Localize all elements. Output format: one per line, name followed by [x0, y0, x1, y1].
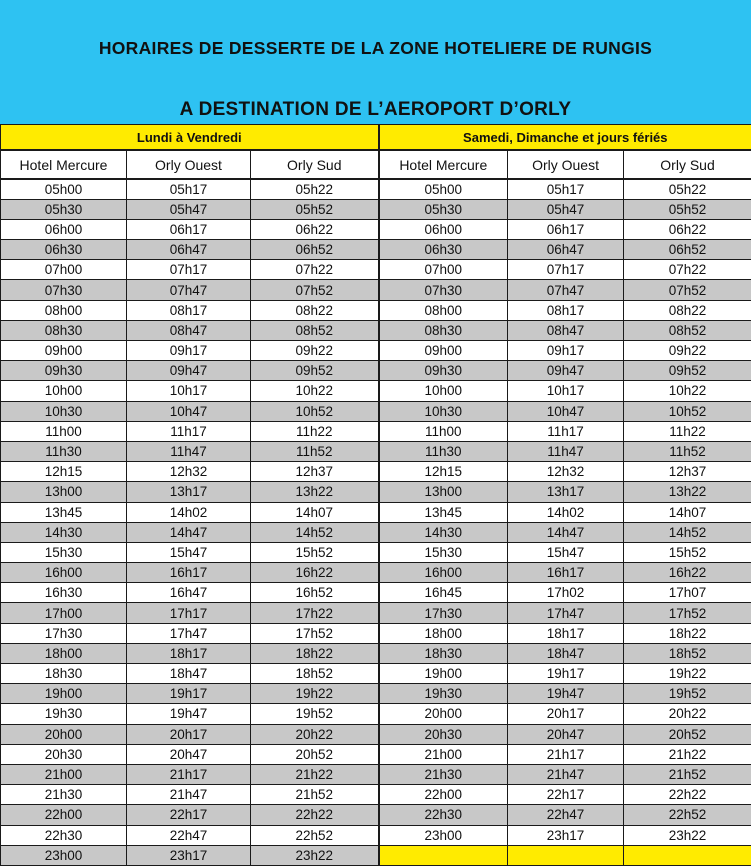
- table-cell: 07h22: [251, 260, 379, 280]
- table-cell: 08h17: [508, 300, 624, 320]
- table-cell: 06h00: [1, 219, 127, 239]
- table-cell: 08h47: [127, 320, 251, 340]
- table-cell: 18h00: [1, 643, 127, 663]
- table-cell: 14h52: [624, 522, 751, 542]
- col-header-orly-sud: Orly Sud: [624, 150, 751, 179]
- table-cell: 19h22: [624, 664, 751, 684]
- table-cell: 21h17: [508, 744, 624, 764]
- table-row: [1, 603, 751, 623]
- table-row: [1, 300, 751, 320]
- table-cell: 08h00: [1, 300, 127, 320]
- table-cell: 05h00: [379, 179, 508, 199]
- table-row: [1, 341, 751, 361]
- table-cell: 05h47: [508, 199, 624, 219]
- table-cell: 18h52: [251, 664, 379, 684]
- table-cell: 15h47: [127, 542, 251, 562]
- table-cell: 05h52: [251, 199, 379, 219]
- table-cell: 10h30: [379, 401, 508, 421]
- table-cell: 07h30: [1, 280, 127, 300]
- table-cell: 07h52: [251, 280, 379, 300]
- table-cell: 16h00: [379, 563, 508, 583]
- table-cell: 20h22: [251, 724, 379, 744]
- table-cell: 05h52: [624, 199, 751, 219]
- table-cell: 14h30: [379, 522, 508, 542]
- table-cell: 21h30: [1, 785, 127, 805]
- table-cell: 11h52: [251, 441, 379, 461]
- table-cell: 22h22: [251, 805, 379, 825]
- table-cell: 18h22: [624, 623, 751, 643]
- table-cell: 06h47: [127, 240, 251, 260]
- table-cell: 16h17: [127, 563, 251, 583]
- table-row: [1, 381, 751, 401]
- col-header-orly-ouest: Orly Ouest: [127, 150, 251, 179]
- table-cell: 19h17: [508, 664, 624, 684]
- table-cell: 16h30: [1, 583, 127, 603]
- col-header-orly-ouest: Orly Ouest: [508, 150, 624, 179]
- table-cell: 05h17: [508, 179, 624, 199]
- table-cell: 18h17: [127, 643, 251, 663]
- table-cell: 20h17: [508, 704, 624, 724]
- table-cell: 22h30: [379, 805, 508, 825]
- table-cell: 18h47: [127, 664, 251, 684]
- table-cell: 10h00: [1, 381, 127, 401]
- table-cell: 07h17: [127, 260, 251, 280]
- table-cell: 15h52: [624, 542, 751, 562]
- table-cell: 19h30: [379, 684, 508, 704]
- table-cell: 14h07: [624, 502, 751, 522]
- table-cell: 12h32: [508, 462, 624, 482]
- table-cell: 09h52: [251, 361, 379, 381]
- table-row: [1, 280, 751, 300]
- table-cell: 21h22: [624, 744, 751, 764]
- table-cell: 19h00: [379, 664, 508, 684]
- table-row: [1, 462, 751, 482]
- table-cell: 22h47: [508, 805, 624, 825]
- table-cell: 17h22: [251, 603, 379, 623]
- table-cell: 05h30: [1, 199, 127, 219]
- table-cell: 19h52: [624, 684, 751, 704]
- table-cell: 06h17: [127, 219, 251, 239]
- table-cell: 23h22: [251, 845, 379, 865]
- table-cell: 22h30: [1, 825, 127, 845]
- group-weekdays: Lundi à Vendredi: [1, 125, 379, 151]
- table-cell: 10h47: [127, 401, 251, 421]
- table-row: [1, 522, 751, 542]
- table-cell: 17h02: [508, 583, 624, 603]
- table-cell: 08h52: [251, 320, 379, 340]
- table-cell: 09h52: [624, 361, 751, 381]
- table-cell: 10h22: [251, 381, 379, 401]
- table-cell: 16h45: [379, 583, 508, 603]
- table-cell: 13h45: [1, 502, 127, 522]
- table-cell: 11h00: [379, 421, 508, 441]
- table-cell: 14h47: [127, 522, 251, 542]
- table-cell: 20h22: [624, 704, 751, 724]
- table-cell: 17h30: [1, 623, 127, 643]
- table-cell: 20h00: [1, 724, 127, 744]
- table-cell: 11h22: [251, 421, 379, 441]
- table-cell: 10h52: [251, 401, 379, 421]
- table-row: [1, 542, 751, 562]
- table-row: [1, 441, 751, 461]
- table-cell: 21h52: [624, 764, 751, 784]
- table-cell: 11h17: [127, 421, 251, 441]
- table-row: [1, 805, 751, 825]
- table-cell: 05h00: [1, 179, 127, 199]
- table-cell: 17h52: [251, 623, 379, 643]
- table-cell: 17h30: [379, 603, 508, 623]
- table-cell: 10h30: [1, 401, 127, 421]
- table-cell: 12h37: [251, 462, 379, 482]
- table-cell: 05h30: [379, 199, 508, 219]
- table-cell: 06h22: [251, 219, 379, 239]
- table-cell: 17h17: [127, 603, 251, 623]
- table-cell: 22h52: [251, 825, 379, 845]
- table-cell: 05h22: [251, 179, 379, 199]
- table-row: [1, 764, 751, 784]
- table-cell: 09h30: [379, 361, 508, 381]
- column-header-row: [1, 150, 751, 179]
- table-cell: 11h52: [624, 441, 751, 461]
- table-cell: 23h00: [1, 845, 127, 865]
- table-cell: 11h47: [127, 441, 251, 461]
- table-cell: 10h52: [624, 401, 751, 421]
- table-cell: 09h00: [379, 341, 508, 361]
- table-cell: 19h30: [1, 704, 127, 724]
- table-cell: 07h47: [508, 280, 624, 300]
- table-cell: 07h00: [1, 260, 127, 280]
- table-cell: 19h47: [127, 704, 251, 724]
- table-cell: 17h47: [127, 623, 251, 643]
- table-row: [1, 785, 751, 805]
- table-cell: [508, 845, 624, 865]
- table-cell: 13h00: [379, 482, 508, 502]
- table-row: [1, 563, 751, 583]
- table-row: [1, 240, 751, 260]
- table-cell: 13h45: [379, 502, 508, 522]
- table-cell: 13h17: [127, 482, 251, 502]
- table-cell: 13h17: [508, 482, 624, 502]
- table-cell: 10h17: [508, 381, 624, 401]
- table-cell: 21h17: [127, 764, 251, 784]
- page-title: HORAIRES DE DESSERTE DE LA ZONE HOTELIERE DE RUNGIS: [0, 38, 751, 59]
- table-cell: 14h47: [508, 522, 624, 542]
- group-weekend-holidays: Samedi, Dimanche et jours fériés: [379, 125, 751, 151]
- table-cell: 09h00: [1, 341, 127, 361]
- table-cell: 18h17: [508, 623, 624, 643]
- table-cell: 13h00: [1, 482, 127, 502]
- table-cell: 20h47: [127, 744, 251, 764]
- table-cell: 05h17: [127, 179, 251, 199]
- table-cell: 20h30: [379, 724, 508, 744]
- schedule-table: [0, 124, 751, 866]
- table-cell: 16h47: [127, 583, 251, 603]
- table-cell: 20h17: [127, 724, 251, 744]
- table-row: [1, 704, 751, 724]
- table-cell: 14h52: [251, 522, 379, 542]
- table-cell: 08h00: [379, 300, 508, 320]
- table-cell: 15h30: [379, 542, 508, 562]
- col-header-hotel-mercure: Hotel Mercure: [1, 150, 127, 179]
- table-cell: 23h00: [379, 825, 508, 845]
- table-cell: 13h22: [624, 482, 751, 502]
- table-cell: 16h22: [251, 563, 379, 583]
- table-cell: 13h22: [251, 482, 379, 502]
- table-row: [1, 199, 751, 219]
- table-cell: 06h30: [379, 240, 508, 260]
- table-row: [1, 643, 751, 663]
- table-cell: 09h22: [624, 341, 751, 361]
- table-cell: 21h47: [508, 764, 624, 784]
- table-cell: 08h22: [251, 300, 379, 320]
- table-row: [1, 502, 751, 522]
- table-row: [1, 664, 751, 684]
- table-cell: 12h37: [624, 462, 751, 482]
- table-cell: 10h47: [508, 401, 624, 421]
- table-cell: 22h47: [127, 825, 251, 845]
- table-cell: 20h00: [379, 704, 508, 724]
- table-cell: 10h22: [624, 381, 751, 401]
- table-cell: 06h52: [251, 240, 379, 260]
- table-cell: 20h47: [508, 724, 624, 744]
- table-row: [1, 260, 751, 280]
- table-cell: 06h17: [508, 219, 624, 239]
- table-cell: 14h02: [127, 502, 251, 522]
- table-cell: 17h47: [508, 603, 624, 623]
- table-cell: 14h02: [508, 502, 624, 522]
- table-row: [1, 421, 751, 441]
- table-cell: 18h30: [1, 664, 127, 684]
- table-cell: 19h00: [1, 684, 127, 704]
- table-cell: 17h52: [624, 603, 751, 623]
- table-cell: 09h30: [1, 361, 127, 381]
- table-cell: 19h52: [251, 704, 379, 724]
- table-cell: 05h47: [127, 199, 251, 219]
- table-cell: 16h17: [508, 563, 624, 583]
- table-cell: [379, 845, 508, 865]
- table-cell: 18h52: [624, 643, 751, 663]
- table-cell: 22h17: [508, 785, 624, 805]
- table-cell: 18h30: [379, 643, 508, 663]
- table-cell: 16h00: [1, 563, 127, 583]
- table-cell: 19h17: [127, 684, 251, 704]
- table-cell: 06h00: [379, 219, 508, 239]
- table-cell: 11h30: [1, 441, 127, 461]
- table-cell: 11h17: [508, 421, 624, 441]
- table-cell: 07h17: [508, 260, 624, 280]
- table-cell: 10h00: [379, 381, 508, 401]
- table-cell: 08h47: [508, 320, 624, 340]
- group-header-row: [1, 125, 751, 151]
- table-cell: 08h22: [624, 300, 751, 320]
- table-cell: 09h22: [251, 341, 379, 361]
- table-row: [1, 401, 751, 421]
- table-row: [1, 744, 751, 764]
- table-cell: 08h30: [1, 320, 127, 340]
- table-cell: 21h47: [127, 785, 251, 805]
- table-cell: 20h30: [1, 744, 127, 764]
- table-cell: 23h17: [127, 845, 251, 865]
- table-row: [1, 179, 751, 199]
- table-cell: 07h47: [127, 280, 251, 300]
- table-cell: 19h47: [508, 684, 624, 704]
- table-cell: 11h30: [379, 441, 508, 461]
- table-cell: 18h22: [251, 643, 379, 663]
- table-cell: 06h22: [624, 219, 751, 239]
- table-cell: 22h52: [624, 805, 751, 825]
- table-cell: 11h22: [624, 421, 751, 441]
- table-cell: 20h52: [251, 744, 379, 764]
- table-cell: 15h30: [1, 542, 127, 562]
- table-cell: 21h52: [251, 785, 379, 805]
- table-cell: 22h17: [127, 805, 251, 825]
- table-cell: 17h07: [624, 583, 751, 603]
- table-cell: 05h22: [624, 179, 751, 199]
- page-subtitle: A DESTINATION DE L’AEROPORT D’ORLY: [0, 99, 751, 121]
- col-header-hotel-mercure: Hotel Mercure: [379, 150, 508, 179]
- table-row: [1, 845, 751, 865]
- table-cell: 12h15: [1, 462, 127, 482]
- table-cell: 19h22: [251, 684, 379, 704]
- table-cell: 09h47: [127, 361, 251, 381]
- table-cell: 23h17: [508, 825, 624, 845]
- table-cell: 20h52: [624, 724, 751, 744]
- table-cell: 09h47: [508, 361, 624, 381]
- table-cell: 09h17: [508, 341, 624, 361]
- table-cell: 07h30: [379, 280, 508, 300]
- table-cell: 21h30: [379, 764, 508, 784]
- table-cell: 17h00: [1, 603, 127, 623]
- table-cell: 11h47: [508, 441, 624, 461]
- table-row: [1, 724, 751, 744]
- table-cell: 16h52: [251, 583, 379, 603]
- table-row: [1, 219, 751, 239]
- table-cell: 11h00: [1, 421, 127, 441]
- table-cell: [624, 845, 751, 865]
- table-cell: 06h52: [624, 240, 751, 260]
- table-cell: 07h52: [624, 280, 751, 300]
- table-row: [1, 320, 751, 340]
- table-cell: 14h30: [1, 522, 127, 542]
- table-row: [1, 361, 751, 381]
- table-cell: 09h17: [127, 341, 251, 361]
- table-cell: 07h22: [624, 260, 751, 280]
- table-cell: 18h00: [379, 623, 508, 643]
- table-cell: 08h30: [379, 320, 508, 340]
- table-cell: 06h47: [508, 240, 624, 260]
- table-row: [1, 623, 751, 643]
- table-cell: 22h00: [1, 805, 127, 825]
- table-cell: 08h17: [127, 300, 251, 320]
- table-cell: 22h22: [624, 785, 751, 805]
- table-cell: 21h22: [251, 764, 379, 784]
- table-cell: 15h47: [508, 542, 624, 562]
- col-header-orly-sud: Orly Sud: [251, 150, 379, 179]
- table-cell: 23h22: [624, 825, 751, 845]
- table-row: [1, 482, 751, 502]
- table-cell: 06h30: [1, 240, 127, 260]
- table-cell: 10h17: [127, 381, 251, 401]
- table-cell: 21h00: [1, 764, 127, 784]
- table-cell: 18h47: [508, 643, 624, 663]
- table-cell: 07h00: [379, 260, 508, 280]
- table-cell: 08h52: [624, 320, 751, 340]
- table-row: [1, 684, 751, 704]
- table-cell: 12h32: [127, 462, 251, 482]
- table-cell: 16h22: [624, 563, 751, 583]
- table-row: [1, 583, 751, 603]
- table-cell: 22h00: [379, 785, 508, 805]
- table-cell: 21h00: [379, 744, 508, 764]
- table-cell: 12h15: [379, 462, 508, 482]
- table-cell: 15h52: [251, 542, 379, 562]
- table-cell: 14h07: [251, 502, 379, 522]
- table-row: [1, 825, 751, 845]
